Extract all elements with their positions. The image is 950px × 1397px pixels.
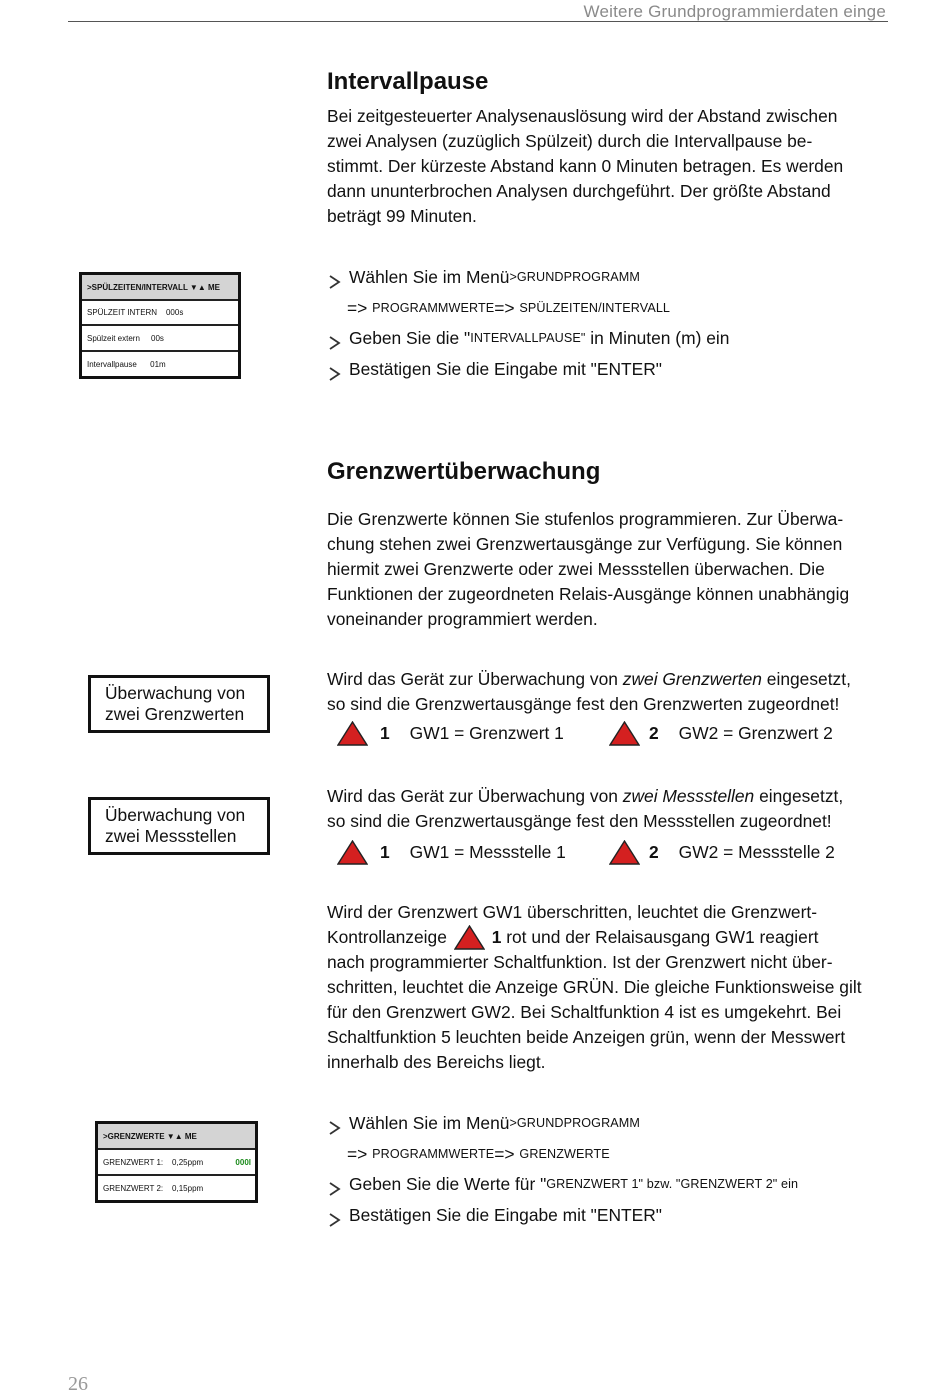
running-header: Weitere Grundprogrammierdaten einge: [583, 2, 886, 21]
header-rule: [68, 21, 888, 22]
instruction-step: Wählen Sie im Menü >GRUNDPROGRAMM: [329, 1111, 640, 1136]
instruction-step-continuation: => PROGRAMMWERTE => GRENZWERTE: [347, 1144, 610, 1164]
instruction-step: Bestätigen Sie die Eingabe mit "ENTER": [329, 357, 662, 382]
text-line: hiermit zwei Grenzwerte oder zwei Messstellen überwachen. Die: [327, 559, 825, 579]
instruction-step: Geben Sie die Werte für " GRENZWERT 1" bzw. " GRENZWERT 2" ein: [329, 1172, 798, 1197]
text-line: dann ununterbrochen Analysen durchgeführt. Der größte Abstand: [327, 181, 831, 201]
arrow-bullet-icon: [329, 1209, 341, 1223]
lcd-row: GRENZWERT 1: 0,25ppm 000l: [98, 1150, 255, 1176]
grenzwerte-paragraph: Wird das Gerät zur Überwachung von zwei Grenzwerten eingesetzt, so sind die Grenzwertausgänge fest den Grenzwerten zugeordnet!: [327, 669, 851, 714]
grenzwert-function-paragraph: Wird der Grenzwert GW1 überschritten, leuchtet die Grenzwert- Kontrollanzeige 1 rot und der Relaisausgang GW1 reagiert nach programmierter Schaltfunktion. Ist der Grenzwert nicht über- schritten, leuchtet die Anzeige GRÜN. Die gleiche Funktionsweise gilt für den Grenzwert GW2. Bei Schaltfunktion 4 ist es umgekehrt. Bei Schaltfunktion 5 leuchten beide Anzeigen grün, wenn der Messwert innerhalb des Bereichs liegt.: [327, 902, 862, 1072]
warning-triangle-icon: [454, 925, 485, 950]
arrow-bullet-icon: [329, 332, 341, 346]
page-number: 26: [68, 1373, 88, 1395]
lcd-row: Spülzeit extern 00s: [82, 326, 238, 352]
warning-triangle-icon: [609, 721, 640, 746]
lcd-header: >SPÜLZEITEN/INTERVALL ▼▲ ME: [82, 275, 238, 301]
lcd-display-grenzwerte: [95, 1121, 258, 1203]
warning-triangle-icon: [337, 721, 368, 746]
intervallpause-paragraph: [327, 104, 897, 229]
text-line: stimmt. Der kürzeste Abstand kann 0 Minuten betragen. Es werden: [327, 156, 844, 176]
text-line: Bei zeitgesteuerter Analysenauslösung wird der Abstand zwischen: [327, 106, 838, 126]
text-line: Funktionen der zugeordneten Relais-Ausgänge können unabhängig: [327, 584, 850, 604]
text-line: chung stehen zwei Grenzwertausgänge zur Verfügung. Sie können: [327, 534, 843, 554]
lcd-row: SPÜLZEIT INTERN 000s: [82, 301, 238, 326]
instruction-step: Bestätigen Sie die Eingabe mit "ENTER": [329, 1203, 662, 1228]
label-box-messstellen: Überwachung von zwei Messstellen: [88, 797, 270, 855]
instruction-step: Wählen Sie im Menü >GRUNDPROGRAMM: [329, 265, 640, 290]
section-heading-grenzwertueberwachung: Grenzwertüberwachung: [327, 458, 601, 485]
messstellen-paragraph: Wird das Gerät zur Überwachung von zwei Messstellen eingesetzt, so sind die Grenzwertausgänge fest den Messstellen zugeordnet!: [327, 786, 844, 831]
lcd-row: Intervallpause 01m: [87, 359, 166, 369]
warning-triangle-icon: [609, 840, 640, 865]
gw1-assignment: 1 GW1 = Messstelle 1: [337, 840, 566, 865]
gw2-assignment: 2 GW2 = Grenzwert 2: [609, 721, 833, 746]
warning-triangle-icon: [337, 840, 368, 865]
grenzwert-intro-paragraph: [327, 507, 897, 632]
label-box-grenzwerte: Überwachung von zwei Grenzwerten: [88, 675, 270, 733]
arrow-bullet-icon: [329, 1178, 341, 1192]
arrow-bullet-icon: [329, 1117, 341, 1131]
text-line: zwei Analysen (zuzüglich Spülzeit) durch die Intervallpause be-: [327, 131, 813, 151]
text-line: beträgt 99 Minuten.: [327, 206, 477, 226]
arrow-bullet-icon: [329, 363, 341, 377]
section-heading-intervallpause: Intervallpause: [327, 68, 489, 95]
gw1-assignment: 1 GW1 = Grenzwert 1: [337, 721, 564, 746]
gw2-assignment: 2 GW2 = Messstelle 2: [609, 840, 835, 865]
lcd-display-spuelzeiten: [79, 272, 241, 379]
text-line: Die Grenzwerte können Sie stufenlos programmieren. Zur Überwa-: [327, 509, 844, 529]
instruction-step-continuation: => PROGRAMMWERTE => SPÜLZEITEN/INTERVALL: [347, 298, 671, 318]
instruction-step: Geben Sie die " INTERVALLPAUSE" in Minuten (m) ein: [329, 326, 729, 351]
text-line: voneinander programmiert werden.: [327, 609, 598, 629]
lcd-header: >GRENZWERTE ▼▲ ME: [98, 1124, 255, 1150]
lcd-row: GRENZWERT 2: 0,15ppm: [103, 1183, 204, 1193]
arrow-bullet-icon: [329, 271, 341, 285]
